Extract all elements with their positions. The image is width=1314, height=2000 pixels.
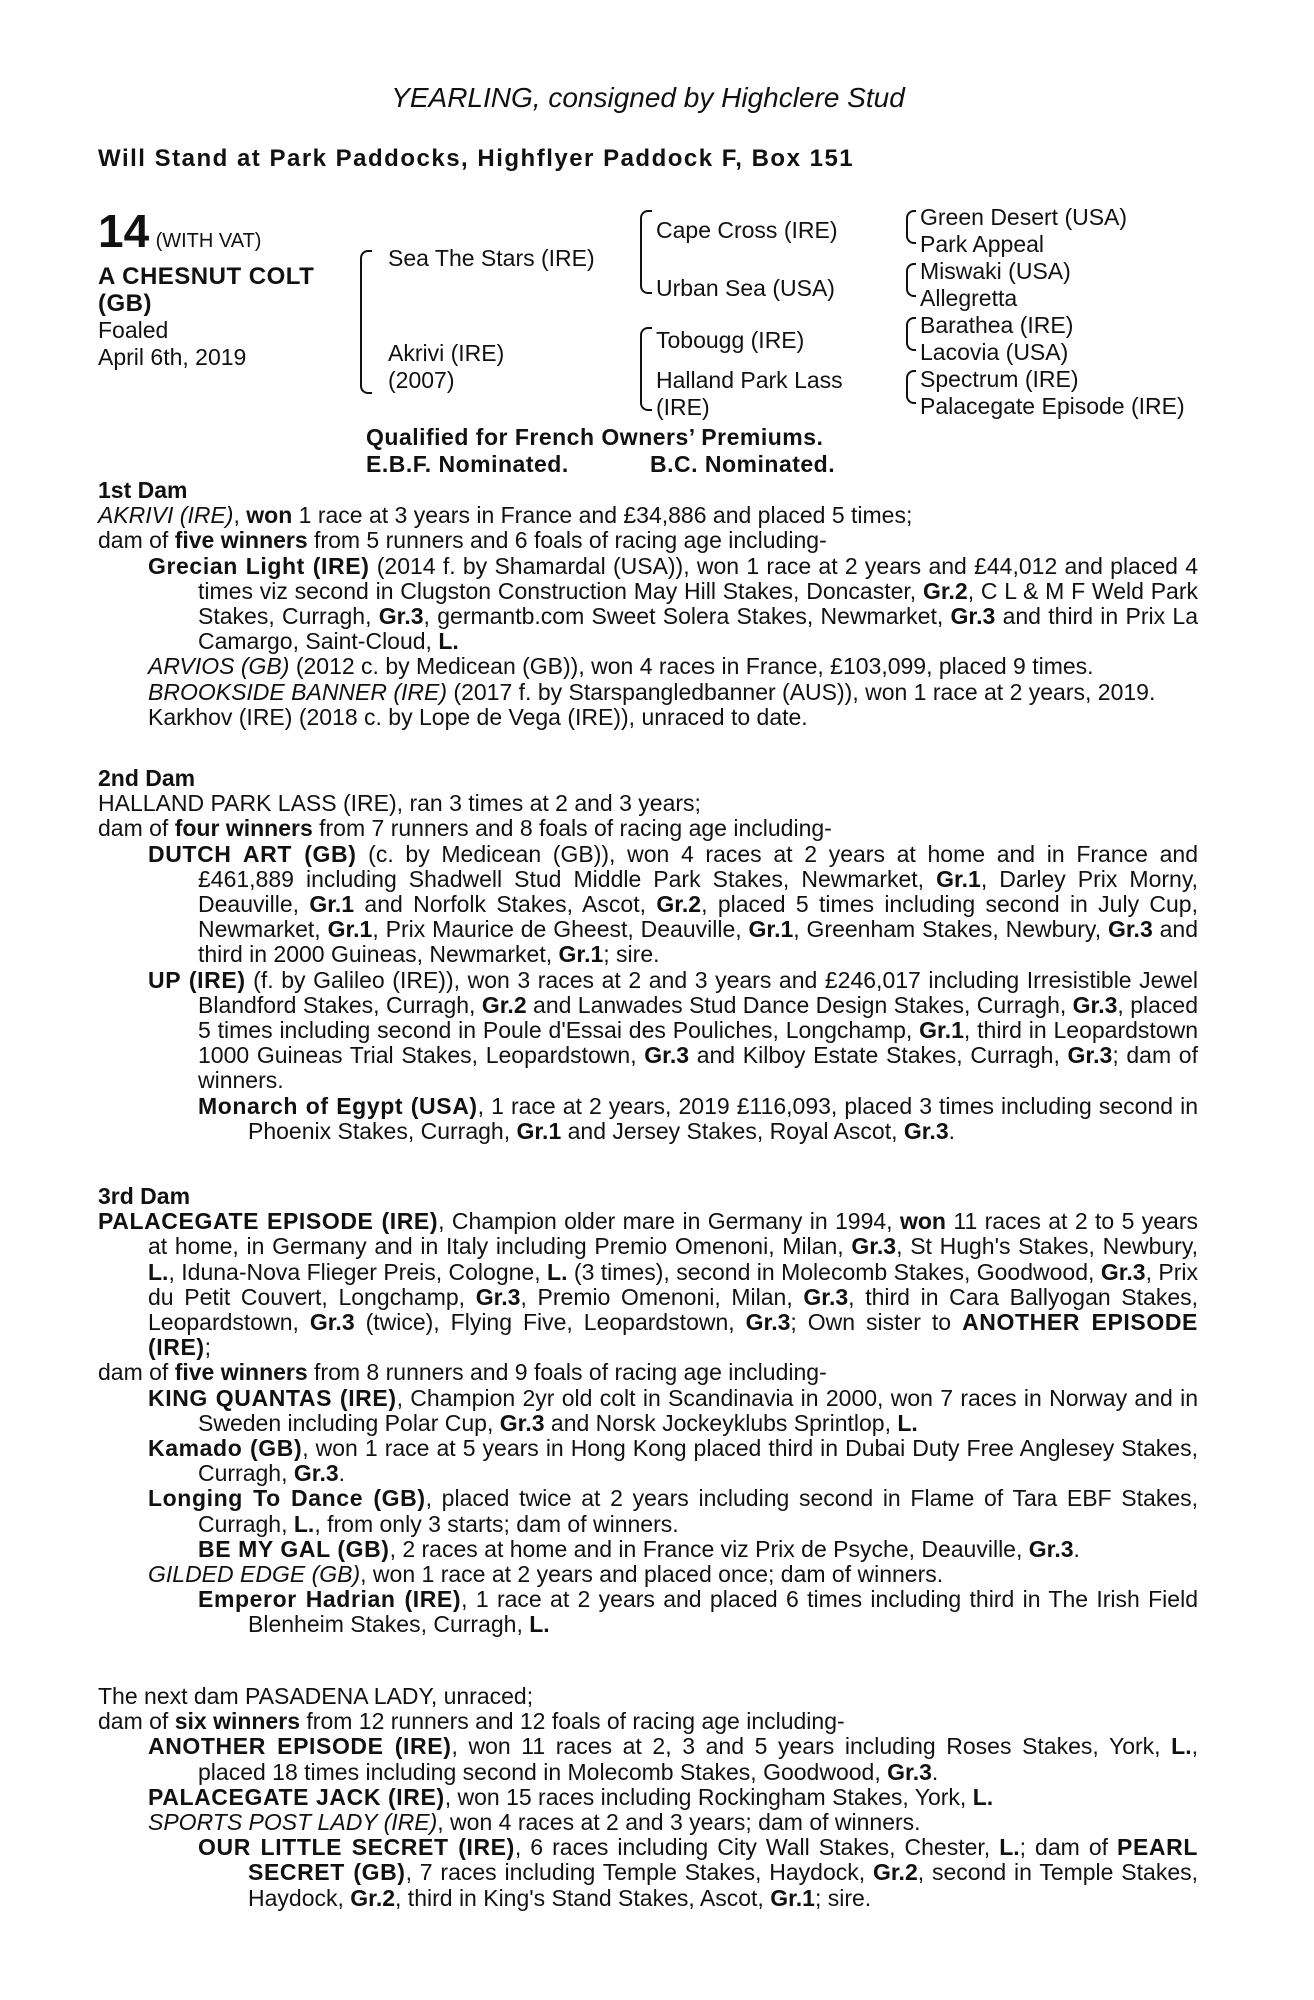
first-dam-foal-entry: ARVIOS (GB) (2012 c. by Medicean (GB)), won 4 races in France, £103,099, placed 9 times. [148,653,1094,680]
pedigree-brace-ss [906,210,916,244]
pedigree-dam-sire: Tobougg (IRE) [656,327,805,353]
pedigree-gen3-6: Lacovia (USA) [920,339,1069,365]
second-dam-foal-entry: UP (IRE) (f. by Galileo (IRE)), won 3 races at 2 and 3 years and £246,017 including Irresistible Jewel Blandford Stakes, Curragh, Gr.2 and Lanwades Stud Dance Design Stakes, Curragh, Gr.3, placed 5 times including second in Poule d'Essai des Pouliches, Longchamp, Gr.1, third in Leopardstown 1000 Guineas Trial Stakes, Leopardstown, Gr.3 and Kilboy Estate Stakes, Curragh, Gr.3; dam of winners. [148,966,1198,1094]
pedigree-brace-dam [640,327,652,411]
next-dam-foal-entry: ANOTHER EPISODE (IRE), won 11 races at 2, 3 and 5 years including Roses Stakes, York, L., placed 18 times including second in Molecomb Stakes, Goodwood, Gr.3. [148,1733,1198,1785]
pedigree-dam-dam-origin: (IRE) [656,394,710,420]
second-dam-foal-entry: DUTCH ART (GB) (c. by Medicean (GB)), won 4 races at 2 years at home and in France and £461,889 including Shadwell Stud Middle Park Stakes, Newmarket, Gr.1, Darley Prix Morny, Deauville, Gr.1 and Norfolk Stakes, Ascot, Gr.2, placed 5 times including second in July Cup, Newmarket, Gr.1, Prix Maurice de Gheest, Deauville, Gr.1, Greenham Stakes, Newbury, Gr.3 and third in 2000 Guineas, Newmarket, Gr.1; sire. [148,840,1199,968]
first-dam-foal-entry: Karkhov (IRE) (2018 c. by Lope de Vega (IRE)), unraced to date. [148,703,808,730]
pedigree-sire-sire: Cape Cross (IRE) [656,217,838,243]
pedigree-dam-dam: Halland Park Lass [656,367,843,393]
ebf-nominated: E.B.F. Nominated. [366,451,569,477]
first-dam-section [98,478,1198,730]
second-dam-record: HALLAND PARK LASS (IRE), ran 3 times at 2 and 3 years; [98,790,701,817]
third-dam-foal-entry: Kamado (GB), won 1 race at 5 years in Hong Kong placed third in Dubai Duty Free Anglesey Stakes, Curragh, Gr.3. [148,1435,1198,1487]
pedigree-brace-ds [906,317,916,351]
pedigree-brace-sd [906,263,916,297]
pedigree-sire: Sea The Stars (IRE) [388,245,595,271]
pedigree-gen3-2: Park Appeal [920,231,1045,257]
first-dam-foal-entry: BROOKSIDE BANNER (IRE) (2017 f. by Starspangledbanner (AUS)), won 1 race at 2 years, 2019. [148,678,1156,705]
pedigree-dam: Akrivi (IRE) [388,340,505,366]
qualified-premiums: Qualified for French Owners’ Premiums. [366,424,824,450]
next-dam-grandfoal-entry: OUR LITTLE SECRET (IRE), 6 races including City Wall Stakes, Chester, L.; dam of PEARL SECRET (GB), 7 races including Temple Stakes, Haydock, Gr.2, second in Temple Stakes, Haydock, Gr.2, third in King's Stand Stakes, Ascot, Gr.1; sire. [198,1834,1199,1911]
second-dam-section [98,766,1198,1144]
second-dam-heading: 2nd Dam [98,765,196,791]
pedigree-sire-dam: Urban Sea (USA) [656,275,835,301]
pedigree-gen3-5: Barathea (IRE) [920,312,1074,338]
pedigree-gen3-8: Palacegate Episode (IRE) [920,393,1185,419]
third-dam-section [98,1184,1198,1638]
third-dam-grandfoal-entry: BE MY GAL (GB), 2 races at home and in France viz Prix de Psyche, Deauville, Gr.3. [198,1535,1080,1562]
next-dam-foal-entry: PALACEGATE JACK (IRE), won 15 races including Rockingham Stakes, York, L. [148,1783,994,1810]
second-dam-grandfoal-entry: Monarch of Egypt (USA), 1 race at 2 years, 2019 £116,093, placed 3 times including second in Phoenix Stakes, Curragh, Gr.1 and Jersey Stakes, Royal Ascot, Gr.3. [198,1092,1198,1144]
consignor-line: YEARLING, consigned by Highclere Stud [391,82,905,113]
third-dam-foal-entry: Longing To Dance (GB), placed twice at 2 years including second in Flame of Tara EBF Stakes, Curragh, L., from only 3 starts; dam of winners. [148,1485,1198,1537]
third-dam-foal-entry: GILDED EDGE (GB), won 1 race at 2 years and placed once; dam of winners. [148,1561,944,1588]
lot-description-origin: (GB) [98,290,152,317]
pedigree-gen3-7: Spectrum (IRE) [920,366,1079,392]
stand-location: Will Stand at Park Paddocks, Highflyer Paddock F, Box 151 [98,145,855,172]
pedigree-dam-year: (2007) [388,367,455,393]
pedigree-brace-dd [906,370,916,404]
bc-nominated: B.C. Nominated. [650,451,836,477]
next-dam-section [98,1684,1198,1911]
pedigree-brace-sire [640,210,652,294]
pedigree-gen3-1: Green Desert (USA) [920,204,1128,230]
pedigree-gen3-3: Miswaki (USA) [920,258,1071,284]
foaled-date: April 6th, 2019 [98,344,247,370]
first-dam-foal-entry: Grecian Light (IRE) (2014 f. by Shamardal (USA)), won 1 race at 2 years and £44,012 and placed 4 times viz second in Clugston Construction May Hill Stakes, Doncaster, Gr.2, C L & M F Weld Park Stakes, Curragh, Gr.3, germantb.com Sweet Solera Stakes, Newmarket, Gr.3 and third in Prix La Camargo, Saint-Cloud, L. [148,552,1199,655]
first-dam-produce-summary: dam of five winners from 5 runners and 6 foals of racing age including- [98,527,827,554]
third-dam-record: PALACEGATE EPISODE (IRE), Champion older mare in Germany in 1994, won 11 races at 2 to 5 years at home, in Germany and in Italy including Premio Omenoni, Milan, Gr.3, St Hugh's Stakes, Newbury, L., Iduna-Nova Flieger Preis, Cologne, L. (3 times), second in Molecomb Stakes, Goodwood, Gr.3, Prix du Petit Couvert, Longchamp, Gr.3, Premio Omenoni, Milan, Gr.3, third in Cara Ballyogan Stakes, Leopardstown, Gr.3 (twice), Flying Five, Leopardstown, Gr.3; Own sister to ANOTHER EPISODE (IRE); [98,1208,1199,1361]
second-dam-produce-summary: dam of four winners from 7 runners and 8 foals of racing age including- [98,815,832,842]
vat-note: (WITH VAT) [155,230,262,252]
first-dam-record: AKRIVI (IRE), won 1 race at 3 years in France and £34,886 and placed 5 times; [98,502,913,529]
third-dam-grandfoal-entry: Emperor Hadrian (IRE), 1 race at 2 years and placed 6 times including third in The Irish Field Blenheim Stakes, Curragh, L. [198,1586,1198,1638]
pedigree-brace-main [360,250,372,394]
next-dam-record: The next dam PASADENA LADY, unraced; [98,1683,534,1709]
third-dam-heading: 3rd Dam [98,1183,191,1209]
pedigree-gen3-4: Allegretta [920,285,1018,311]
first-dam-heading: 1st Dam [98,477,188,503]
third-dam-foal-entry: KING QUANTAS (IRE), Champion 2yr old colt in Scandinavia in 2000, won 7 races in Norway and in Sweden including Polar Cup, Gr.3 and Norsk Jockeyklubs Sprintlop, L. [148,1384,1198,1436]
third-dam-produce-summary: dam of five winners from 8 runners and 9 foals of racing age including- [98,1359,827,1386]
lot-number: 14 [98,205,150,257]
lot-number-line [98,206,261,266]
foaled-label: Foaled [98,317,169,343]
lot-description: A CHESNUT COLT [98,263,315,290]
next-dam-produce-summary: dam of six winners from 12 runners and 12 foals of racing age including- [98,1708,845,1735]
next-dam-foal-entry: SPORTS POST LADY (IRE), won 4 races at 2 and 3 years; dam of winners. [148,1809,921,1836]
